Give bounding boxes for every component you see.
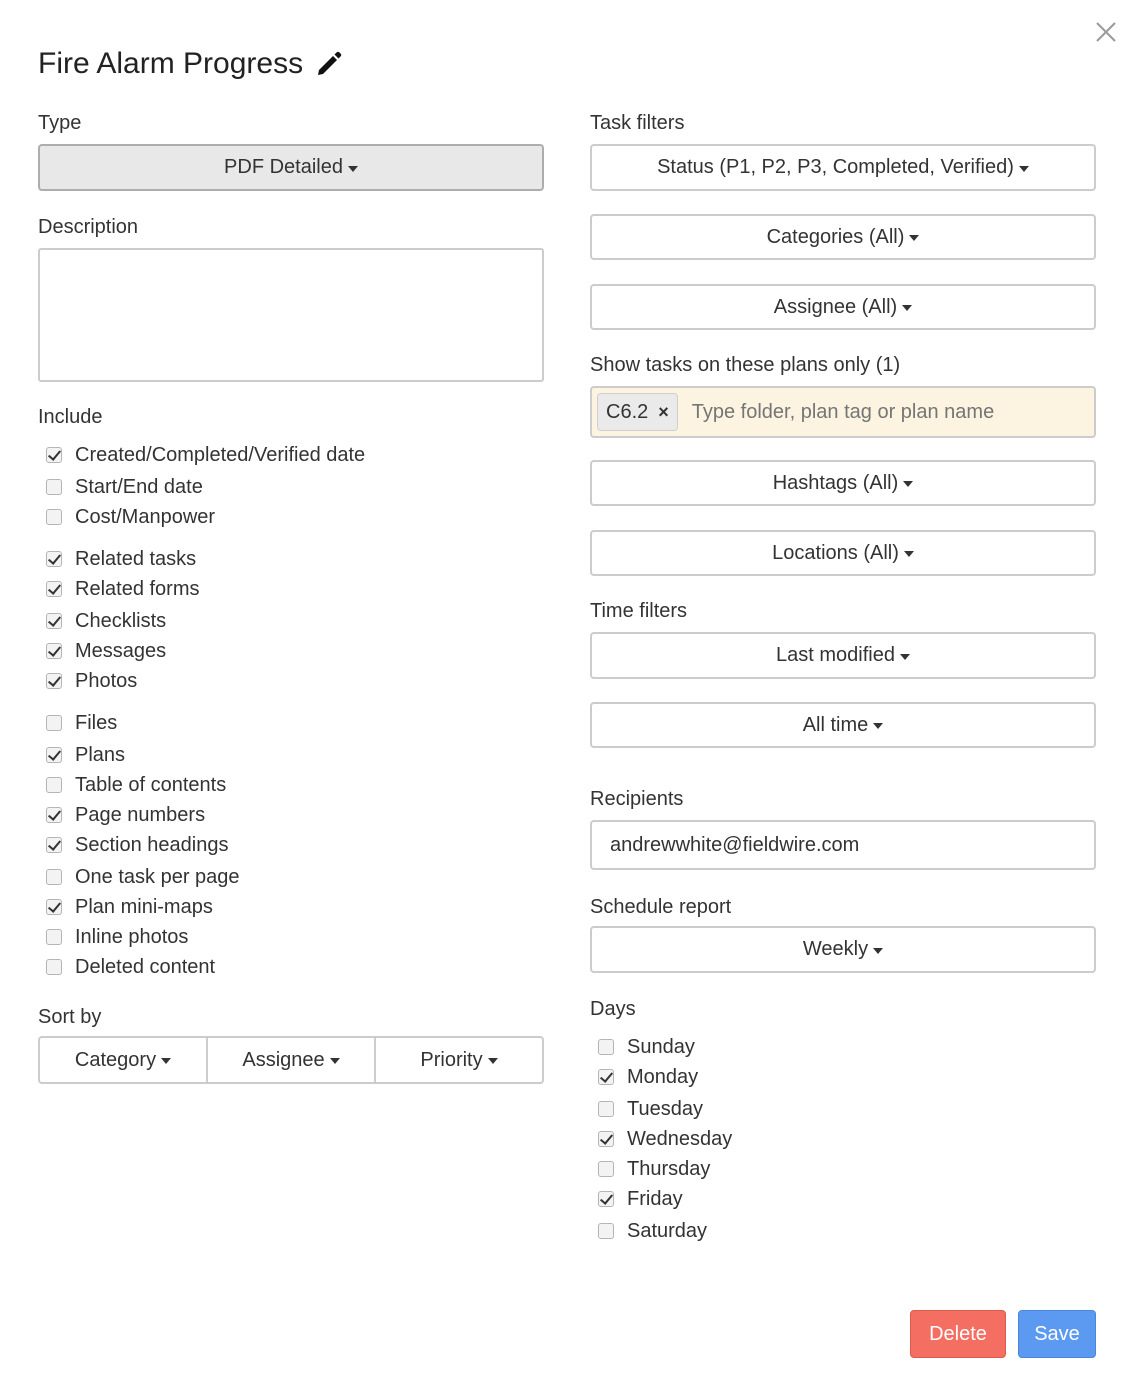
checkbox-checked[interactable] <box>598 1191 614 1207</box>
checkbox-unchecked[interactable] <box>46 715 62 731</box>
include-option-messages[interactable] <box>38 638 166 664</box>
checkbox-unchecked[interactable] <box>46 509 62 525</box>
save-button[interactable]: Save <box>1018 1310 1096 1358</box>
time-field-dropdown[interactable] <box>590 632 1096 679</box>
caret-down-icon <box>873 723 883 729</box>
checkbox-checked[interactable] <box>46 899 62 915</box>
caret-down-icon <box>909 235 919 241</box>
plans-label: Show tasks on these plans only (1) <box>590 354 901 376</box>
checkbox-unchecked[interactable] <box>46 479 62 495</box>
caret-down-icon <box>900 654 910 660</box>
include-option-label: Plan mini-maps <box>75 895 213 918</box>
include-option-label: One task per page <box>75 865 240 888</box>
remove-chip-icon[interactable]: × <box>658 401 669 422</box>
include-option-label: Section headings <box>75 833 229 856</box>
edit-pencil-icon[interactable] <box>313 48 345 80</box>
checkbox-unchecked[interactable] <box>598 1101 614 1117</box>
caret-down-icon <box>902 305 912 311</box>
plans-search-input[interactable] <box>692 401 1012 424</box>
hashtags-filter-dropdown[interactable] <box>590 460 1096 506</box>
include-option-related-tasks[interactable] <box>38 546 196 572</box>
plan-chip-label: C6.2 <box>606 400 649 423</box>
hashtags-filter-value: Hashtags (All) <box>772 471 899 494</box>
days-label: Days <box>590 998 636 1020</box>
title-row <box>38 44 345 84</box>
checkbox-checked[interactable] <box>46 447 62 463</box>
sort-by-label: Sort by <box>38 1006 102 1028</box>
caret-down-icon <box>903 481 913 487</box>
day-option-saturday[interactable] <box>590 1218 707 1244</box>
day-option-label: Monday <box>627 1065 699 1088</box>
caret-down-icon <box>161 1058 171 1064</box>
include-option-related-forms[interactable] <box>38 576 200 602</box>
include-option-label: Plans <box>75 743 126 766</box>
checkbox-checked[interactable] <box>46 673 62 689</box>
status-filter-value: Status (P1, P2, P3, Completed, Verified) <box>657 156 1014 178</box>
checkbox-checked[interactable] <box>46 837 62 853</box>
categories-filter-dropdown[interactable] <box>590 214 1096 260</box>
include-option-inline-photos[interactable] <box>38 924 188 950</box>
day-option-monday[interactable] <box>590 1064 698 1090</box>
checkbox-checked[interactable] <box>598 1131 614 1147</box>
checkbox-unchecked[interactable] <box>598 1223 614 1239</box>
sort-category-label: Category <box>74 1048 157 1071</box>
close-icon[interactable] <box>1094 20 1118 44</box>
include-option-label: Checklists <box>75 609 167 632</box>
day-option-label: Friday <box>627 1187 683 1210</box>
sort-by-group <box>38 1036 544 1084</box>
categories-filter-value: Categories (All) <box>766 225 905 248</box>
checkbox-checked[interactable] <box>46 613 62 629</box>
sort-priority-button[interactable] <box>376 1036 544 1084</box>
include-option-section-headings[interactable] <box>38 832 228 858</box>
time-range-value: All time <box>802 713 869 736</box>
day-option-label: Tuesday <box>627 1097 703 1120</box>
checkbox-unchecked[interactable] <box>46 929 62 945</box>
checkbox-unchecked[interactable] <box>598 1161 614 1177</box>
assignee-filter-dropdown[interactable] <box>590 284 1096 330</box>
type-dropdown-value: PDF Detailed <box>224 156 343 178</box>
checkbox-checked[interactable] <box>46 643 62 659</box>
page-title: Fire Alarm Progress <box>38 47 304 80</box>
status-filter-dropdown[interactable] <box>590 144 1096 191</box>
include-option-start-end-date[interactable] <box>38 474 203 500</box>
caret-down-icon <box>873 948 883 954</box>
include-option-label: Photos <box>75 669 138 692</box>
caret-down-icon <box>348 166 358 172</box>
day-option-thursday[interactable] <box>590 1156 710 1182</box>
checkbox-checked[interactable] <box>46 581 62 597</box>
checkbox-checked[interactable] <box>46 747 62 763</box>
include-label: Include <box>38 406 103 428</box>
include-option-created-completed-verified-date[interactable] <box>38 442 365 468</box>
include-option-table-of-contents[interactable] <box>38 772 226 798</box>
schedule-value: Weekly <box>802 938 869 960</box>
include-option-label: Related forms <box>75 577 200 600</box>
include-option-files[interactable] <box>38 710 117 736</box>
include-option-label: Start/End date <box>75 475 203 498</box>
include-option-plan-mini-maps[interactable] <box>38 894 213 920</box>
include-option-label: Messages <box>75 639 167 662</box>
checkbox-checked[interactable] <box>46 807 62 823</box>
caret-down-icon <box>488 1058 498 1064</box>
checkbox-unchecked[interactable] <box>46 959 62 975</box>
include-option-label: Files <box>75 711 118 734</box>
time-range-dropdown[interactable] <box>590 702 1096 748</box>
include-option-label: Inline photos <box>75 925 189 948</box>
type-dropdown[interactable] <box>38 144 544 191</box>
day-option-label: Thursday <box>627 1157 711 1180</box>
recipients-label: Recipients <box>590 788 684 810</box>
task-filters-label: Task filters <box>590 112 685 134</box>
include-option-page-numbers[interactable] <box>38 802 205 828</box>
day-option-label: Sunday <box>627 1035 695 1058</box>
description-label: Description <box>38 216 139 238</box>
checkbox-unchecked[interactable] <box>46 869 62 885</box>
include-option-label: Deleted content <box>75 955 216 978</box>
caret-down-icon <box>330 1058 340 1064</box>
day-option-label: Saturday <box>627 1219 708 1242</box>
assignee-filter-value: Assignee (All) <box>773 295 898 318</box>
checkbox-checked[interactable] <box>46 551 62 567</box>
checkbox-unchecked[interactable] <box>598 1039 614 1055</box>
description-textarea[interactable] <box>38 248 544 382</box>
sort-assignee-label: Assignee <box>242 1048 325 1071</box>
locations-filter-value: Locations (All) <box>772 541 899 564</box>
include-option-checklists[interactable] <box>38 608 166 634</box>
sort-assignee-button[interactable] <box>208 1036 376 1084</box>
include-option-label: Table of contents <box>75 773 227 796</box>
day-option-wednesday[interactable] <box>590 1126 732 1152</box>
include-option-label: Related tasks <box>75 547 197 570</box>
plans-tag-input[interactable] <box>590 386 1096 438</box>
include-option-label: Created/Completed/Verified date <box>75 443 366 466</box>
checkbox-unchecked[interactable] <box>46 777 62 793</box>
delete-button[interactable]: Delete <box>910 1310 1006 1358</box>
include-option-deleted-content[interactable] <box>38 954 215 980</box>
caret-down-icon <box>1019 166 1029 172</box>
day-option-friday[interactable] <box>590 1186 683 1212</box>
schedule-label: Schedule report <box>590 896 732 918</box>
include-option-photos[interactable] <box>38 668 137 694</box>
day-option-label: Wednesday <box>627 1127 733 1150</box>
day-option-sunday[interactable] <box>590 1034 695 1060</box>
include-option-one-task-per-page[interactable] <box>38 864 240 890</box>
time-field-value: Last modified <box>776 644 895 666</box>
time-filters-label: Time filters <box>590 600 688 622</box>
schedule-dropdown[interactable] <box>590 926 1096 973</box>
include-option-cost-manpower[interactable] <box>38 504 215 530</box>
caret-down-icon <box>904 551 914 557</box>
locations-filter-dropdown[interactable] <box>590 530 1096 576</box>
plan-chip <box>597 393 678 431</box>
sort-priority-label: Priority <box>420 1048 483 1071</box>
sort-category-button[interactable] <box>38 1036 208 1084</box>
include-option-plans[interactable] <box>38 742 125 768</box>
checkbox-checked[interactable] <box>598 1069 614 1085</box>
include-option-label: Cost/Manpower <box>75 505 216 528</box>
recipients-input[interactable]: andrewwhite@fieldwire.com <box>590 820 1096 870</box>
day-option-tuesday[interactable] <box>590 1096 703 1122</box>
type-label: Type <box>38 112 82 134</box>
include-option-label: Page numbers <box>75 803 206 826</box>
